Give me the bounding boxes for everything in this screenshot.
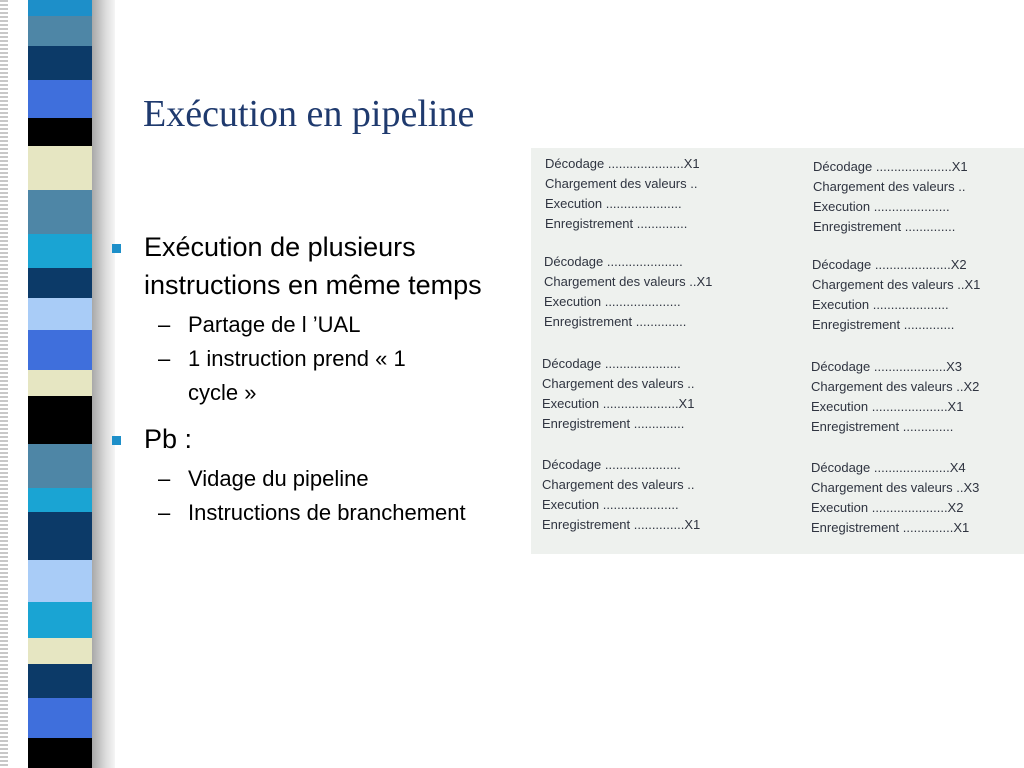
stripe-block: [28, 602, 92, 638]
sub-bullet-text: Vidage du pipeline: [188, 466, 369, 491]
stage-line: Execution .....................: [545, 196, 682, 211]
stage-line: Enregistrement ..............: [544, 314, 687, 329]
stripe-block: [28, 488, 92, 512]
stripe-block: [28, 370, 92, 396]
stripe-block: [28, 146, 92, 190]
stripe-block: [28, 738, 92, 768]
bullet-item: [108, 228, 558, 304]
stage-line: Execution .....................: [813, 199, 950, 214]
bullet-list: [108, 228, 558, 530]
stripe-block: [28, 512, 92, 560]
stage-line: Décodage .....................X1: [813, 159, 968, 174]
stage-line: Chargement des valeurs ..: [813, 179, 966, 194]
pipeline-stage-block: [545, 154, 765, 234]
pipeline-stage-block: [544, 252, 764, 332]
pipeline-stage-block: [542, 455, 762, 535]
stripe-block: [28, 298, 92, 330]
square-bullet-icon: [112, 436, 121, 445]
sub-bullet-text: Partage de l ’UAL: [188, 312, 361, 337]
stripe-block: [28, 16, 92, 46]
stripe-block: [28, 444, 92, 488]
dash-bullet-icon: –: [158, 312, 171, 337]
stage-line: Chargement des valeurs ..: [545, 176, 698, 191]
stripe-block: [28, 234, 92, 268]
pipeline-diagram-image: [531, 148, 1024, 554]
bullet-item: [108, 420, 558, 458]
stage-line: Enregistrement ..............: [813, 219, 956, 234]
dash-bullet-icon: –: [158, 500, 171, 525]
pipeline-stage-block: [811, 357, 1024, 437]
sub-bullet-item: [108, 462, 558, 496]
stage-line: Enregistrement ..............X1: [811, 520, 970, 535]
stage-line: Execution .....................: [542, 497, 679, 512]
sub-bullet-text: Instructions de branchement: [188, 500, 466, 525]
stripe-block: [28, 46, 92, 80]
stage-line: Enregistrement ..............: [811, 419, 954, 434]
stage-line: Enregistrement ..............: [545, 216, 688, 231]
stripe-block: [28, 0, 92, 16]
stage-line: Décodage .....................: [542, 457, 681, 472]
stage-line: Enregistrement ..............: [812, 317, 955, 332]
stripe-color-blocks: [28, 0, 92, 768]
stage-line: Execution .....................: [544, 294, 681, 309]
stage-line: Execution .....................X1: [542, 396, 695, 411]
stripe-block: [28, 268, 92, 298]
stage-line: Décodage .....................X1: [545, 156, 700, 171]
stage-line: Décodage .....................: [542, 356, 681, 371]
stage-line: Chargement des valeurs ..X1: [812, 277, 981, 292]
decorative-stripe: [0, 0, 115, 768]
stage-line: Chargement des valeurs ..: [542, 477, 695, 492]
pipeline-stage-block: [813, 157, 1024, 237]
stage-line: Décodage .....................X4: [811, 460, 966, 475]
bullet-text: Pb :: [144, 424, 193, 454]
stage-line: Décodage .....................: [544, 254, 683, 269]
stage-line: Chargement des valeurs ..X2: [811, 379, 980, 394]
stripe-block: [28, 698, 92, 738]
bullet-text: Exécution de plusieurs instructions en même temps: [144, 232, 482, 300]
stripe-block: [28, 80, 92, 118]
slide-title: Exécution en pipeline: [143, 93, 475, 135]
stage-line: Décodage .....................X2: [812, 257, 967, 272]
stage-line: Chargement des valeurs ..X1: [544, 274, 713, 289]
pipeline-stage-block: [812, 255, 1024, 335]
stage-line: Enregistrement ..............: [542, 416, 685, 431]
stage-line: Décodage ....................X3: [811, 359, 963, 374]
stage-line: Enregistrement ..............X1: [542, 517, 701, 532]
sub-bullet-item: [108, 342, 433, 410]
stripe-block: [28, 330, 92, 370]
stripe-block: [28, 638, 92, 664]
stage-line: Execution .....................X1: [811, 399, 964, 414]
sub-bullet-item: [108, 308, 558, 342]
stripe-block: [28, 396, 92, 444]
stage-line: Execution .....................: [812, 297, 949, 312]
stripe-dotted-edge: [0, 0, 8, 768]
stripe-block: [28, 190, 92, 234]
sub-bullet-item: [108, 496, 558, 530]
stage-line: Chargement des valeurs ..: [542, 376, 695, 391]
square-bullet-icon: [112, 244, 121, 253]
dash-bullet-icon: –: [158, 346, 171, 371]
pipeline-stage-block: [542, 354, 762, 434]
stripe-block: [28, 118, 92, 146]
sub-bullet-text: 1 instruction prend « 1 cycle »: [188, 346, 406, 405]
dash-bullet-icon: –: [158, 466, 171, 491]
stripe-block: [28, 560, 92, 602]
stripe-block: [28, 664, 92, 698]
stage-line: Execution .....................X2: [811, 500, 964, 515]
pipeline-stage-block: [811, 458, 1024, 538]
stage-line: Chargement des valeurs ..X3: [811, 480, 980, 495]
